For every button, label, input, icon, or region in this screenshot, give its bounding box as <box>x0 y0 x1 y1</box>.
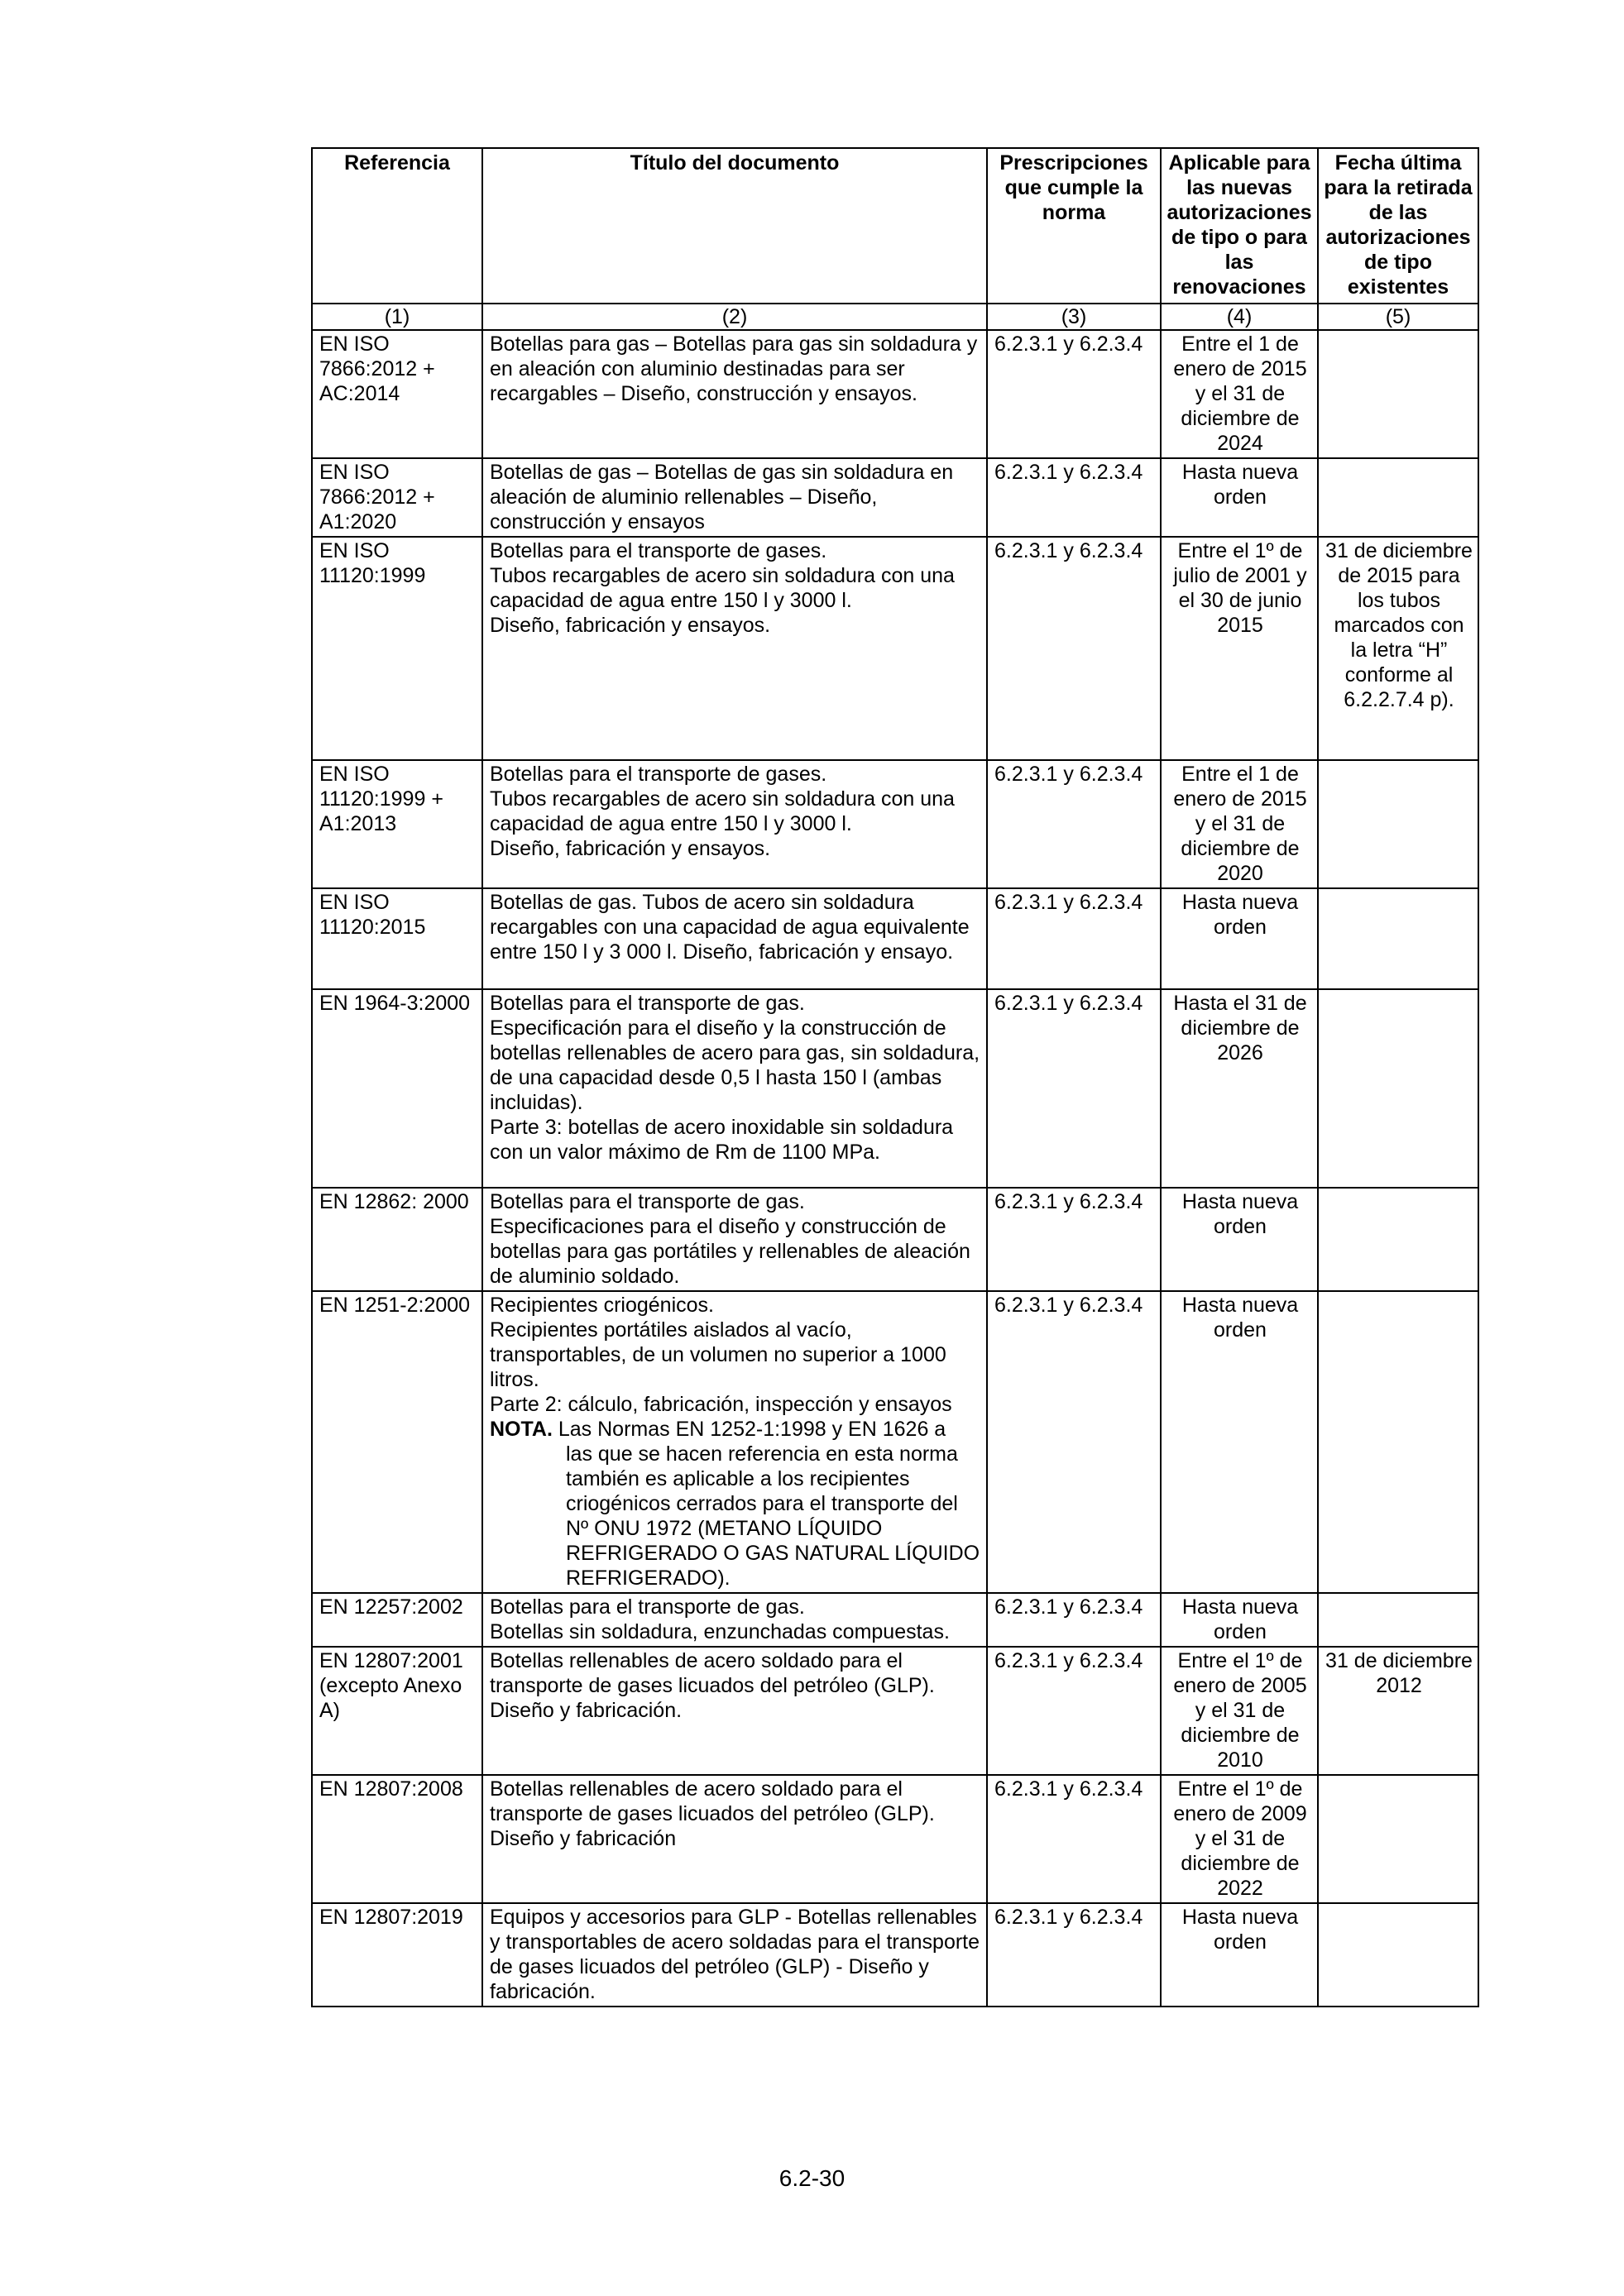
page-number: 6.2-30 <box>778 2165 846 2191</box>
title-line: Botellas para gas – Botellas para gas sin soldadura y en aleación con aluminio destinadas para ser recargables – Diseño, construcción y ensayos. <box>490 332 978 405</box>
cell-aplicable: Entre el 1 de enero de 2015 y el 31 de diciembre de 2020 <box>1161 760 1318 888</box>
cell-prescripciones: 6.2.3.1 y 6.2.3.4 <box>987 330 1161 458</box>
column-number: (4) <box>1161 304 1318 330</box>
cell-prescripciones: 6.2.3.1 y 6.2.3.4 <box>987 760 1161 888</box>
table-row <box>312 1593 1478 1647</box>
table-row <box>312 888 1478 989</box>
cell-prescripciones: 6.2.3.1 y 6.2.3.4 <box>987 989 1161 1188</box>
note-label: NOTA. <box>490 1418 553 1441</box>
cell-titulo <box>482 1291 987 1593</box>
cell-referencia: EN 12257:2002 <box>312 1593 482 1647</box>
cell-prescripciones: 6.2.3.1 y 6.2.3.4 <box>987 458 1161 537</box>
cell-titulo <box>482 989 987 1188</box>
title-line: Diseño y fabricación <box>490 1827 677 1850</box>
cell-prescripciones: 6.2.3.1 y 6.2.3.4 <box>987 537 1161 760</box>
note-paragraph <box>490 1417 981 1442</box>
cell-titulo <box>482 888 987 989</box>
title-line: Botellas rellenables de acero soldado para el transporte de gases licuados del petróleo (GLP). <box>490 1649 935 1697</box>
header-fecha: Fecha última para la retirada de las autorizaciones de tipo existentes <box>1318 148 1478 304</box>
cell-fecha <box>1318 989 1478 1188</box>
cell-fecha <box>1318 1903 1478 2007</box>
cell-titulo <box>482 537 987 760</box>
title-line: Parte 2: cálculo, fabricación, inspección y ensayos <box>490 1393 952 1416</box>
cell-fecha <box>1318 1188 1478 1291</box>
table-row <box>312 1647 1478 1775</box>
cell-prescripciones: 6.2.3.1 y 6.2.3.4 <box>987 1903 1161 2007</box>
title-line: Botellas sin soldadura, enzunchadas compuestas. <box>490 1620 950 1643</box>
title-line: Especificación para el diseño y la construcción de botellas rellenables de acero para gas, sin soldadura, de una capacidad desde 0,5 l hasta 150 l (ambas incluidas). <box>490 1016 980 1114</box>
title-line: Botellas para el transporte de gases. <box>490 539 827 562</box>
note-text: las que se hacen referencia en esta norma también es aplicable a los recipientes criogénicos cerrados para el transporte del Nº ONU 1972 (METANO LÍQUIDO REFRIGERADO O GAS NATURAL LÍQUIDO REFRIGERADO). <box>566 1442 980 1590</box>
header-titulo: Título del documento <box>482 148 987 304</box>
cell-referencia: EN 1251-2:2000 <box>312 1291 482 1593</box>
note-first-line: Las Normas EN 1252-1:1998 y EN 1626 a <box>558 1418 946 1441</box>
cell-aplicable: Hasta el 31 de diciembre de 2026 <box>1161 989 1318 1188</box>
title-line: Botellas rellenables de acero soldado para el transporte de gases licuados del petróleo (GLP). <box>490 1777 935 1825</box>
column-number: (5) <box>1318 304 1478 330</box>
cell-prescripciones: 6.2.3.1 y 6.2.3.4 <box>987 1291 1161 1593</box>
cell-titulo <box>482 1188 987 1291</box>
cell-referencia: EN 12807:2001 (excepto Anexo A) <box>312 1647 482 1775</box>
cell-prescripciones: 6.2.3.1 y 6.2.3.4 <box>987 1647 1161 1775</box>
cell-fecha <box>1318 458 1478 537</box>
cell-referencia: EN ISO 7866:2012 + A1:2020 <box>312 458 482 537</box>
title-line: Equipos y accesorios para GLP - Botellas rellenables y transportables de acero soldadas para el transporte de gases licuados del petróleo (GLP) - Diseño y fabricación. <box>490 1906 980 2003</box>
cell-referencia: EN ISO 11120:1999 <box>312 537 482 760</box>
title-line: Botellas de gas. Tubos de acero sin soldadura recargables con una capacidad de agua equivalente entre 150 l y 3 000 l. Diseño, fabricación y ensayo. <box>490 891 970 964</box>
table-row <box>312 1188 1478 1291</box>
title-line: Diseño, fabricación y ensayos. <box>490 614 771 637</box>
table-row <box>312 1903 1478 2007</box>
title-line: Botellas para el transporte de gases. <box>490 763 827 786</box>
title-line: Tubos recargables de acero sin soldadura con una capacidad de agua entre 150 l y 3000 l. <box>490 564 955 612</box>
title-line: Botellas para el transporte de gas. <box>490 1595 805 1619</box>
cell-aplicable: Hasta nueva orden <box>1161 1188 1318 1291</box>
cell-referencia: EN 1964-3:2000 <box>312 989 482 1188</box>
cell-aplicable: Entre el 1º de enero de 2009 y el 31 de diciembre de 2022 <box>1161 1775 1318 1903</box>
cell-aplicable: Hasta nueva orden <box>1161 888 1318 989</box>
cell-fecha: 31 de diciembre 2012 <box>1318 1647 1478 1775</box>
column-number: (2) <box>482 304 987 330</box>
cell-fecha <box>1318 330 1478 458</box>
cell-titulo <box>482 760 987 888</box>
title-line: Botellas para el transporte de gas. <box>490 992 805 1015</box>
cell-aplicable: Hasta nueva orden <box>1161 1903 1318 2007</box>
header-referencia: Referencia <box>312 148 482 304</box>
cell-aplicable: Hasta nueva orden <box>1161 1593 1318 1647</box>
cell-fecha <box>1318 888 1478 989</box>
cell-referencia: EN ISO 11120:1999 + A1:2013 <box>312 760 482 888</box>
cell-referencia: EN 12862: 2000 <box>312 1188 482 1291</box>
title-line: Botellas para el transporte de gas. <box>490 1190 805 1213</box>
cell-prescripciones: 6.2.3.1 y 6.2.3.4 <box>987 1593 1161 1647</box>
title-line: Botellas de gas – Botellas de gas sin soldadura en aleación de aluminio rellenables – Diseño, construcción y ensayos <box>490 461 954 533</box>
cell-fecha: 31 de diciembre de 2015 para los tubos marcados con la letra “H” conforme al 6.2.2.7.4 p). <box>1318 537 1478 760</box>
cell-prescripciones: 6.2.3.1 y 6.2.3.4 <box>987 888 1161 989</box>
cell-referencia: EN ISO 7866:2012 + AC:2014 <box>312 330 482 458</box>
table-row <box>312 330 1478 458</box>
table-row <box>312 458 1478 537</box>
standards-table <box>311 147 1479 2007</box>
column-number: (3) <box>987 304 1161 330</box>
cell-referencia: EN 12807:2008 <box>312 1775 482 1903</box>
table-row <box>312 1291 1478 1593</box>
table-row <box>312 989 1478 1188</box>
cell-titulo <box>482 1647 987 1775</box>
title-line: Recipientes criogénicos. <box>490 1294 714 1317</box>
cell-aplicable: Hasta nueva orden <box>1161 458 1318 537</box>
title-line: Diseño, fabricación y ensayos. <box>490 837 771 860</box>
column-number-row <box>312 304 1478 330</box>
table-row <box>312 1775 1478 1903</box>
title-line: Recipientes portátiles aislados al vacío, transportables, de un volumen no superior a 1000 litros. <box>490 1318 946 1391</box>
cell-fecha <box>1318 1593 1478 1647</box>
cell-prescripciones: 6.2.3.1 y 6.2.3.4 <box>987 1188 1161 1291</box>
title-line: Tubos recargables de acero sin soldadura con una capacidad de agua entre 150 l y 3000 l. <box>490 787 955 835</box>
cell-prescripciones: 6.2.3.1 y 6.2.3.4 <box>987 1775 1161 1903</box>
cell-aplicable: Entre el 1º de julio de 2001 y el 30 de junio 2015 <box>1161 537 1318 760</box>
cell-titulo <box>482 1593 987 1647</box>
cell-titulo <box>482 1775 987 1903</box>
cell-aplicable: Entre el 1 de enero de 2015 y el 31 de diciembre de 2024 <box>1161 330 1318 458</box>
cell-referencia: EN ISO 11120:2015 <box>312 888 482 989</box>
table-row <box>312 537 1478 760</box>
cell-aplicable: Hasta nueva orden <box>1161 1291 1318 1593</box>
cell-aplicable: Entre el 1º de enero de 2005 y el 31 de diciembre de 2010 <box>1161 1647 1318 1775</box>
header-aplicable: Aplicable para las nuevas autorizaciones de tipo o para las renovaciones <box>1161 148 1318 304</box>
cell-fecha <box>1318 1775 1478 1903</box>
table-row <box>312 760 1478 888</box>
cell-titulo <box>482 458 987 537</box>
title-line: Especificaciones para el diseño y construcción de botellas para gas portátiles y rellenables de aleación de aluminio soldado. <box>490 1215 970 1288</box>
cell-titulo <box>482 1903 987 2007</box>
cell-fecha <box>1318 1291 1478 1593</box>
title-line: Diseño y fabricación. <box>490 1699 683 1722</box>
table-header-row <box>312 148 1478 304</box>
cell-fecha <box>1318 760 1478 888</box>
title-line: Parte 3: botellas de acero inoxidable sin soldadura con un valor máximo de Rm de 1100 MPa. <box>490 1116 954 1164</box>
cell-titulo <box>482 330 987 458</box>
cell-referencia: EN 12807:2019 <box>312 1903 482 2007</box>
header-prescripciones: Prescripciones que cumple la norma <box>987 148 1161 304</box>
column-number: (1) <box>312 304 482 330</box>
